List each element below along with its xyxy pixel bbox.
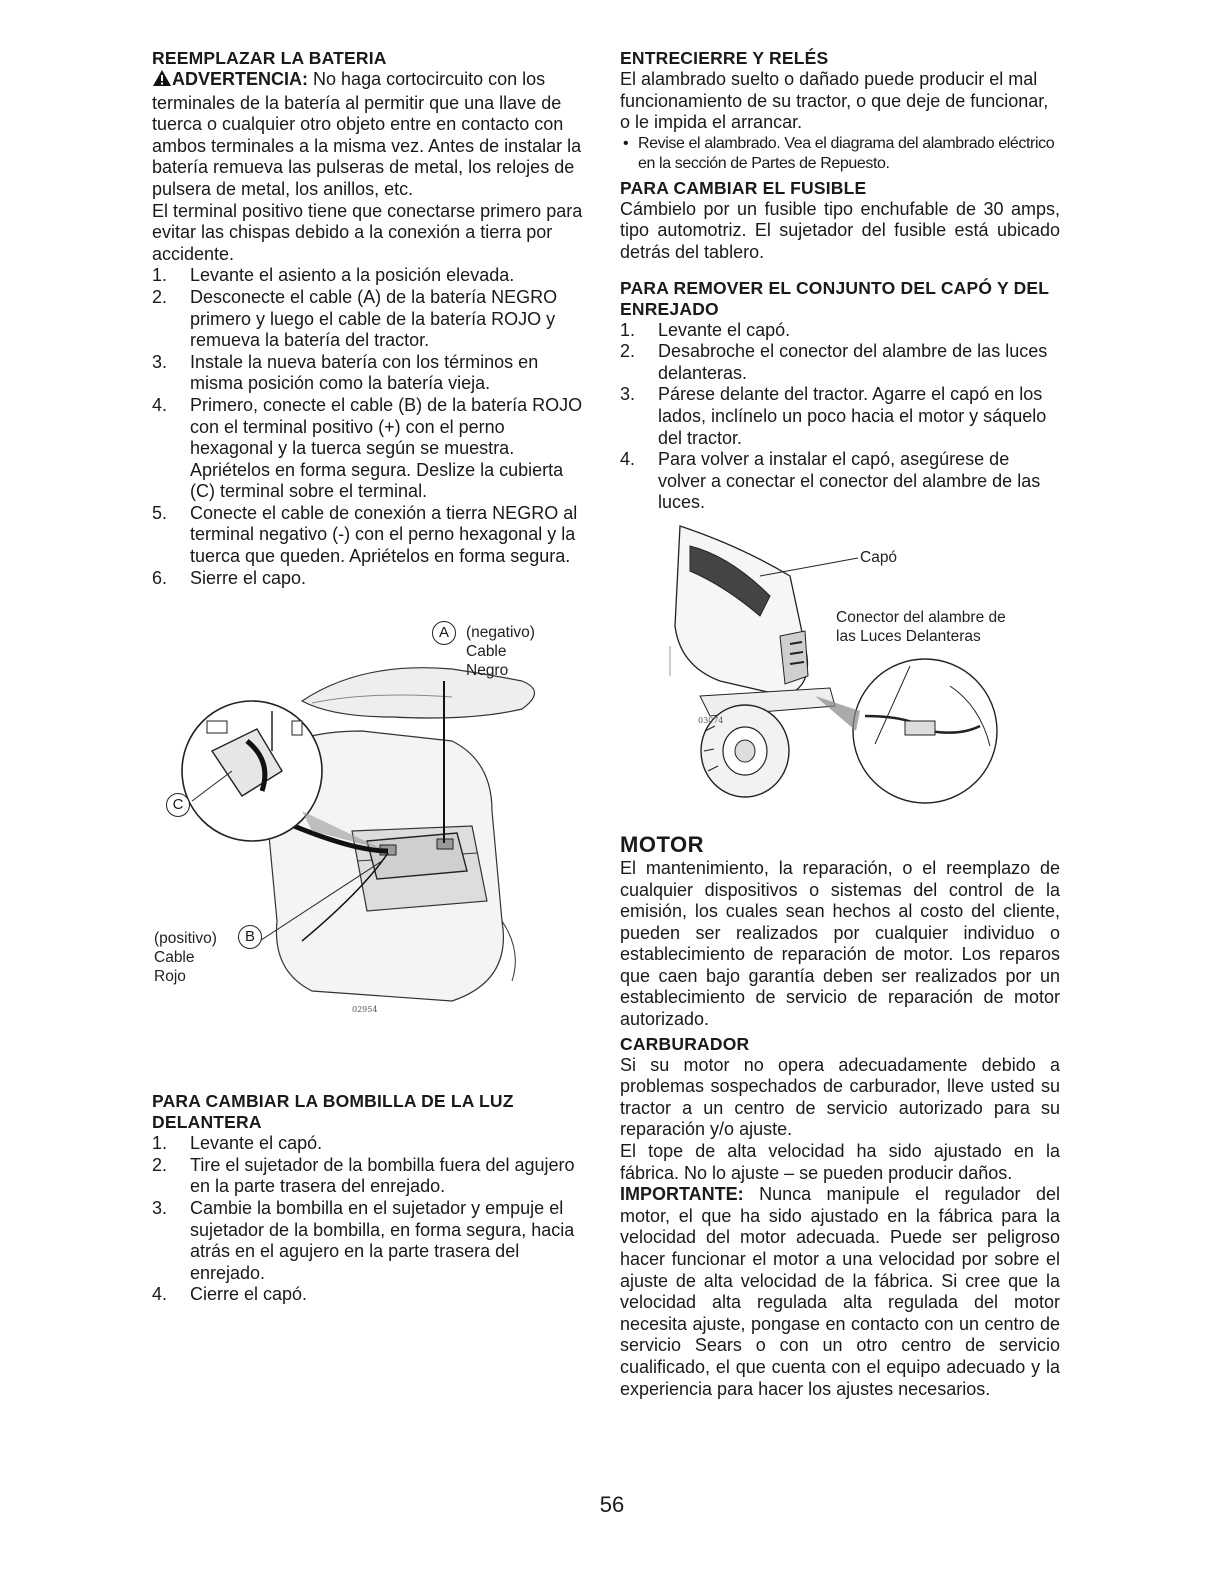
fuse-text: Cámbielo por un fusible tipo enchufable de 30 amps, tipo automotriz. El sujetador del fusible está ubicado detrás del tablero. xyxy=(620,198,1060,262)
callout-b-label: (positivo) Cable Rojo xyxy=(154,930,217,986)
bulb-steps xyxy=(152,1133,588,1306)
battery-steps xyxy=(152,265,588,589)
carb-heading: CARBURADOR xyxy=(620,1033,750,1054)
warning-text: No haga cortocircuito con los terminales de la batería al permitir que una llave de tuerca o cualquier otro objeto entre en contacto con ambos terminales a la misma vez. Antes de instalar la batería remueva las pulseras de metal, los relojes de pulsera de metal, los anillos, etc. xyxy=(152,69,582,199)
motor-text: El mantenimiento, la reparación, o el reemplazo de cualquier dispositivos o sistemas del control de la emisión, los cuales sean hechos al costo del cliente, pueden ser realizados por cualquier individuo o establecimiento de reparación de motor. Los reparos que caen bajo garantía deben ser realizados por un establecimiento de servicio de reparación de motor autorizado. xyxy=(620,857,1060,1030)
fuse-heading: PARA CAMBIAR EL FUSIBLE xyxy=(620,177,867,198)
callout-b-letter: B xyxy=(238,925,262,949)
hood-heading: PARA REMOVER EL CONJUNTO DEL CAPÓ Y DEL ENREJADO xyxy=(620,277,1049,319)
list-item: 6. Sierre el capo. xyxy=(152,567,307,588)
hood-illustration xyxy=(620,516,1060,832)
page-number: 56 xyxy=(599,1492,625,1517)
list-item: 3. Instale la nueva batería con los términos en misma posición como la batería vieja. xyxy=(152,351,539,394)
bulb-heading: PARA CAMBIAR LA BOMBILLA DE LA LUZ DELANTERA xyxy=(152,1091,514,1133)
battery-heading: REEMPLAZAR LA BATERIA xyxy=(152,48,387,68)
list-item: • Revise el alambrado. Vea el diagrama del alambrado eléctrico en la sección de Partes de Repuesto. xyxy=(623,134,1055,172)
callout-a-letter: A xyxy=(432,621,456,645)
connector-label: Conector del alambre de las Luces Delanteras xyxy=(836,608,1006,645)
list-item: 2. Desconecte el cable (A) de la batería NEGRO primero y luego el cable de la batería ROJO y remueva la batería del tractor. xyxy=(152,286,558,351)
list-item: 1. Levante el capó. xyxy=(152,1133,323,1154)
relays-text: El alambrado suelto o dañado puede producir el mal funcionamiento de su tractor, o que deje de funcionar, o le impida el arrancar. xyxy=(620,69,1049,133)
left-column xyxy=(152,48,588,1306)
list-item: 1. Levante el asiento a la posición elevada. xyxy=(152,265,515,286)
list-item: 3. Párese delante del tractor. Agarre el capó en los lados, inclínelo un poco hacia el motor y sáquelo del tractor. xyxy=(620,384,1047,448)
relays-heading: ENTRECIERRE Y RELÉS xyxy=(620,48,829,68)
right-column xyxy=(620,48,1060,1400)
callout-c-letter: C xyxy=(166,793,190,817)
list-item: 4. Cierre el capó. xyxy=(152,1284,308,1305)
figure-code: 03074 xyxy=(698,715,724,725)
important-label: IMPORTANTE: xyxy=(620,1184,744,1205)
list-item: 5. Conecte el cable de conexión a tierra NEGRO al terminal negativo (-) con el perno hexagonal y la tuerca que queden. Apriételos en forma segura. xyxy=(152,502,578,567)
hood-steps xyxy=(620,320,1060,514)
list-item: 1. Levante el capó. xyxy=(620,319,791,340)
list-item: 4. Para volver a instalar el capó, asegúrese de volver a conectar el conector del alambre de las luces. xyxy=(620,449,1041,513)
hood-label: Capó xyxy=(860,548,898,566)
battery-warning xyxy=(152,69,588,201)
battery-illustration xyxy=(152,621,588,1051)
battery-figure xyxy=(152,621,588,1081)
warning-label: ADVERTENCIA: xyxy=(172,69,309,89)
callout-a-label: (negativo) Cable Negro xyxy=(466,624,535,680)
battery-note: El terminal positivo tiene que conectarse primero para evitar las chispas debido a la conexión a tierra por accidente. xyxy=(152,200,583,264)
relays-bullets xyxy=(620,134,1060,174)
carb-text-1: Si su motor no opera adecuadamente debido a problemas sospechados de carburador, lleve usted su tractor a un centro de servicio autorizado para su reparación y/o ajuste. xyxy=(620,1054,1060,1140)
hood-figure xyxy=(620,516,1060,832)
important-text: Nunca manipule el regulador del motor, el que ha sido ajustado en la fábrica para la velocidad del motor adecuada. Puede ser peligroso hacer funcionar el motor a una velocidad por sobre el ajuste de alta velocidad de la fábrica. Si cree que la velocidad alta regulada alta regulada del motor necesita ajuste, pongase en contacto con un centro de servicio Sears o con un otro centro de servicio cualificado, el que cuenta con el equipo adecuado y la experiencia para hacer los ajustes necesarios. xyxy=(620,1184,1060,1399)
carb-important xyxy=(620,1184,1060,1400)
list-item: 3. Cambie la bombilla en el sujetador y empuje el sujetador de la bombilla, en forma segura, hacia atrás en el agujero en la parte trasera del enrejado. xyxy=(152,1198,575,1283)
list-item: 4. Primero, conecte el cable (B) de la batería ROJO con el terminal positivo (+) con el perno hexagonal y la tuerca según se muestra. Apriételos en forma segura. Deslize la cubierta (C) terminal sobre el terminal. xyxy=(152,394,583,502)
list-item: 2. Tire el sujetador de la bombilla fuera del agujero en la parte trasera del enrejado. xyxy=(152,1154,575,1197)
list-item: 2. Desabroche el conector del alambre de las luces delanteras. xyxy=(620,341,1048,383)
figure-code: 02954 xyxy=(352,1005,378,1015)
motor-heading: MOTOR xyxy=(620,831,704,857)
carb-text-2: El tope de alta velocidad ha sido ajustado en la fábrica. No lo ajuste – se pueden producir daños. xyxy=(620,1141,1060,1183)
warning-triangle-icon xyxy=(152,69,172,93)
